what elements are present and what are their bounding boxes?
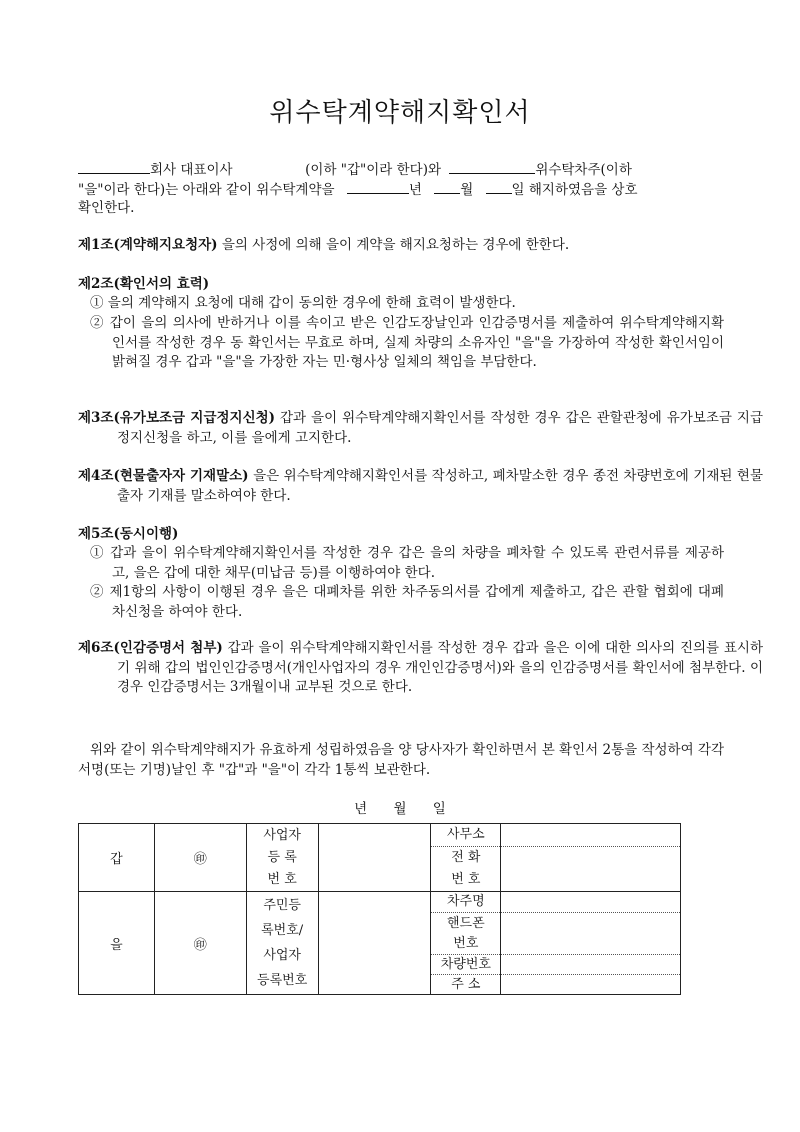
gap-number-label: 번 호 — [451, 872, 481, 887]
intro-line-3: 확인한다. — [78, 200, 135, 216]
article-5-heading: 제5조(동시이행) — [78, 526, 179, 542]
article-3-heading: 제3조(유가보조금 지급정지신청) — [78, 410, 276, 426]
article-6 — [78, 639, 763, 698]
eul-id-line-2: 록번호/ — [261, 923, 304, 938]
eul-number-label: 번호 — [431, 934, 500, 955]
eul-car-number-value[interactable] — [501, 955, 680, 975]
eul-id-line-1: 주민등 — [263, 898, 301, 913]
gap-field-labels — [431, 824, 501, 892]
article-2-heading: 제2조(확인서의 효력) — [78, 276, 210, 292]
article-3 — [78, 409, 763, 448]
article-6-body: 갑과 을이 위수탁계약해지확인서를 작성한 경우 갑과 을은 이에 대한 의사의 진의를 표시하기 위해 갑의 법인인감증명서(개인사업자의 경우 개인인감증명서)와 을의 인감증명서를 확인서에 첨부한다. 이 경우 인감증명서는 3개월이내 교부된 것으로 한다. — [117, 640, 763, 695]
owner-label: 위수탁차주(이하 — [535, 162, 632, 178]
document-title: 위수탁계약해지확인서 — [269, 98, 531, 128]
eul-mobile-label: 핸드폰 — [446, 916, 485, 931]
gap-id-line-2: 등 록 — [267, 849, 297, 865]
article-1-heading: 제1조(계약해지요청자) — [78, 237, 218, 253]
article-6-heading: 제6조(인감증명서 첨부) — [78, 640, 223, 656]
gap-field-values[interactable] — [501, 824, 681, 892]
article-2-item-1: ① 을의 계약해지 요청에 대해 갑이 동의한 경우에 한해 효력이 발생한다. — [90, 295, 516, 311]
gap-label: (이하 "갑"이라 한다)와 — [305, 162, 442, 178]
article-5-item-1: ① 갑과 을이 위수탁계약해지확인서를 작성한 경우 갑은 을의 차량을 폐차할 수 있도록 관련서류를 제공하고, 을은 갑에 대한 채무(미납금 등)를 이행하여야 한다. — [90, 545, 724, 581]
eul-owner-label: 차주명 — [431, 892, 500, 913]
eul-address-label: 주 소 — [451, 977, 481, 992]
eul-id-label — [246, 892, 318, 995]
article-5-item-2: ② 제1항의 사항이 이행된 경우 을은 대폐차를 위한 차주동의서를 갑에게 제출하고, 갑은 관할 협회에 대폐차신청을 하여야 한다. — [90, 584, 724, 620]
company-name-blank[interactable] — [78, 160, 150, 174]
month-label: 월 — [460, 181, 474, 198]
gap-seal-icon[interactable]: ㊞ — [154, 824, 246, 892]
gap-office-label: 사무소 — [431, 824, 500, 847]
eul-address-value[interactable] — [501, 975, 680, 994]
article-2-item-2: ② 갑이 을의 의사에 반하거나 이를 속이고 받은 인감도장날인과 인감증명서를 제출하여 위수탁계약해지확인서를 작성한 경우 동 확인서는 무효로 하며, 실제 차량의 소유자인 "을"을 가장하여 작성한 확인서임이 밝혀질 경우 갑과 "을"을 가장한 자는 민·형사상 일체의 책임을 부담한다. — [90, 315, 724, 370]
gap-id-line-1: 사업자 — [263, 827, 301, 843]
company-label: 회사 대표이사 — [150, 162, 233, 178]
eul-owner-value[interactable] — [501, 892, 680, 913]
party-gap-label: 갑 — [79, 824, 155, 892]
intro-paragraph — [78, 160, 724, 219]
party-eul-label: 을 — [79, 892, 155, 995]
day-text: 일 해지하였음을 상호 — [511, 181, 638, 198]
eul-id-value[interactable] — [318, 892, 431, 995]
eul-id-line-4: 등록번호 — [257, 973, 308, 988]
owner-name-blank[interactable] — [449, 160, 535, 174]
intro-line-2: "을"이라 한다)는 아래와 같이 위수탁계약을 — [78, 181, 335, 198]
gap-office-value[interactable] — [501, 824, 680, 847]
month-blank[interactable] — [434, 180, 460, 194]
year-label: 년 — [408, 181, 422, 198]
gap-phone-label: 전 화 — [451, 850, 481, 865]
eul-field-labels — [431, 892, 501, 995]
signature-table — [78, 823, 681, 995]
date-line: 년 월 일 — [354, 801, 446, 817]
gap-id-line-3: 번 호 — [267, 871, 297, 887]
eul-mobile-value[interactable] — [501, 913, 680, 955]
eul-car-number-label: 차량번호 — [431, 955, 500, 975]
eul-id-line-3: 사업자 — [263, 948, 301, 963]
article-4-heading: 제4조(현물출자자 기재말소) — [78, 468, 249, 484]
year-blank[interactable] — [347, 180, 409, 194]
article-1-body: 을의 사정에 의해 을이 계약을 해지요청하는 경우에 한한다. — [217, 237, 570, 253]
gap-phone-value[interactable] — [501, 847, 680, 891]
day-blank[interactable] — [486, 180, 512, 194]
article-4 — [78, 467, 763, 506]
eul-seal-icon[interactable]: ㊞ — [154, 892, 246, 995]
gap-id-label — [246, 824, 318, 892]
eul-field-values[interactable] — [501, 892, 681, 995]
article-3-body: 갑과 을이 위수탁계약해지확인서를 작성한 경우 갑은 관할관청에 유가보조금 지급정지신청을 하고, 이를 을에게 고지한다. — [117, 410, 763, 446]
gap-id-value[interactable] — [318, 824, 431, 892]
article-4-body: 을은 위수탁계약해지확인서를 작성하고, 폐차말소한 경우 종전 차량번호에 기재된 현물출자 기재를 말소하여야 한다. — [117, 468, 764, 504]
article-1 — [78, 236, 724, 256]
closing-paragraph: 위와 같이 위수탁계약해지가 유효하게 성립하였음을 양 당사자가 확인하면서 본 확인서 2통을 작성하여 각각 서명(또는 기명)날인 후 "갑"과 "을"이 각각 1통씩 보관한다. — [78, 742, 724, 778]
